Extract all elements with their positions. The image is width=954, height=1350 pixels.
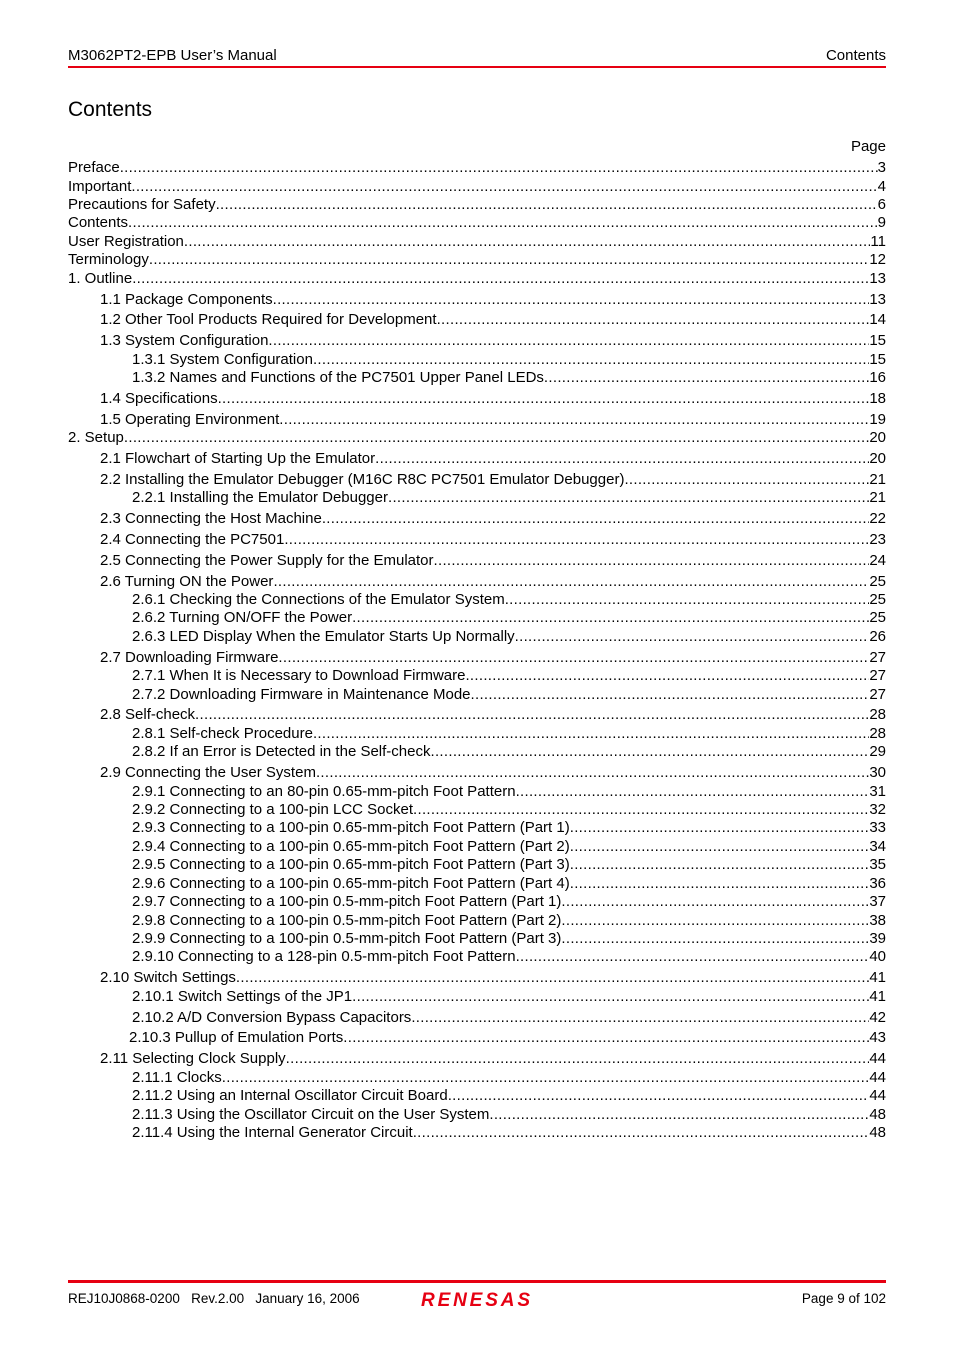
dot-leader <box>284 531 869 548</box>
toc-entry-title: 2.9.2 Connecting to a 100-pin LCC Socket <box>132 801 414 818</box>
toc-entry-title: 2.9.6 Connecting to a 100-pin 0.65-mm-pitch Foot Pattern (Part 4) <box>132 875 570 892</box>
toc-entry-page: 29 <box>869 743 886 760</box>
dot-leader <box>236 969 869 986</box>
dot-leader <box>313 725 869 742</box>
toc-entry-title: 2.4 Connecting the PC7501 <box>100 531 285 548</box>
toc-entry[interactable] <box>132 1069 886 1086</box>
toc-entry-page: 41 <box>869 969 886 986</box>
toc-entry-title: Important <box>68 178 132 195</box>
toc-entry-title: 1.3 System Configuration <box>100 332 269 349</box>
toc-entry[interactable] <box>132 893 886 910</box>
toc-entry-title: 2.9.1 Connecting to an 80-pin 0.65-mm-pitch Foot Pattern <box>132 783 516 800</box>
toc-entry[interactable] <box>132 667 886 684</box>
toc-entry-title: 2.10 Switch Settings <box>100 969 236 986</box>
dot-leader <box>505 591 870 608</box>
toc-entry-title: 2.7.2 Downloading Firmware in Maintenance Mode <box>132 686 471 703</box>
toc-entry[interactable] <box>68 178 886 195</box>
toc-entry[interactable] <box>132 930 886 947</box>
dot-leader <box>273 573 869 590</box>
toc-entry[interactable] <box>100 649 886 666</box>
toc-entry-page: 40 <box>869 948 886 965</box>
toc-entry[interactable] <box>132 489 886 506</box>
toc-entry-page: 30 <box>869 764 886 781</box>
toc-entry-title: 2.9 Connecting the User System <box>100 764 316 781</box>
toc-entry-page: 42 <box>869 1009 886 1026</box>
toc-entry[interactable] <box>132 912 886 929</box>
dot-leader <box>286 1050 870 1067</box>
toc-entry[interactable] <box>132 819 886 836</box>
toc-entry-title: 2.1 Flowchart of Starting Up the Emulator <box>100 450 376 467</box>
toc-entry-title: 1.3.2 Names and Functions of the PC7501 Upper Panel LEDs <box>132 369 544 386</box>
dot-leader <box>489 1106 869 1123</box>
toc-entry[interactable] <box>68 270 886 287</box>
dot-leader <box>149 251 869 268</box>
toc-entry[interactable] <box>100 450 886 467</box>
toc-entry-page: 15 <box>869 332 886 349</box>
toc-entry-title: 1.4 Specifications <box>100 390 218 407</box>
dot-leader <box>516 783 870 800</box>
toc-entry[interactable] <box>132 591 886 608</box>
dot-leader <box>437 311 870 328</box>
toc-entry-page: 11 <box>870 233 886 250</box>
toc-entry[interactable] <box>100 573 886 590</box>
dot-leader <box>131 178 877 195</box>
dot-leader <box>430 743 869 760</box>
dot-leader <box>413 1124 870 1141</box>
toc-entry-page: 3 <box>877 159 886 176</box>
toc-entry-page: 26 <box>869 628 886 645</box>
toc-entry-page: 41 <box>869 988 886 1005</box>
toc-entry-title: 2.11.4 Using the Internal Generator Circuit <box>132 1124 413 1141</box>
toc-entry-title: 1.1 Package Components <box>100 291 273 308</box>
toc-entry-page: 32 <box>869 801 886 818</box>
toc-entry-title: 2.7 Downloading Firmware <box>100 649 279 666</box>
toc-entry[interactable] <box>68 429 886 446</box>
dot-leader <box>570 856 870 873</box>
toc-entry-page: 44 <box>869 1069 886 1086</box>
toc-entry-title: 2.11.3 Using the Oscillator Circuit on the User System <box>132 1106 490 1123</box>
dot-leader <box>195 706 869 723</box>
toc-entry[interactable] <box>100 291 886 308</box>
dot-leader <box>343 1029 869 1046</box>
toc-entry-title: 2.10.2 A/D Conversion Bypass Capacitors <box>132 1009 412 1026</box>
toc-entry[interactable] <box>100 510 886 527</box>
dot-leader <box>515 628 870 645</box>
toc-entry-title: 2.6 Turning ON the Power <box>100 573 274 590</box>
toc-entry-title: 2.11.2 Using an Internal Oscillator Circuit Board <box>132 1087 448 1104</box>
renesas-logo <box>421 1288 533 1310</box>
toc-entry-title: User Registration <box>68 233 184 250</box>
toc-entry-page: 39 <box>869 930 886 947</box>
toc-entry[interactable] <box>132 838 886 855</box>
footer-rule <box>68 1280 886 1283</box>
toc-entry-page: 27 <box>869 649 886 666</box>
toc-entry[interactable] <box>132 988 886 1005</box>
toc-entry-title: Terminology <box>68 251 149 268</box>
dot-leader <box>465 667 869 684</box>
toc-entry-title: 2.8.1 Self-check Procedure <box>132 725 313 742</box>
toc-entry[interactable] <box>132 609 886 626</box>
toc-entry[interactable] <box>129 1029 886 1046</box>
page-column-label: Page <box>850 138 886 155</box>
toc-entry-title: 2.7.1 When It is Necessary to Download Firmware <box>132 667 466 684</box>
toc-entry[interactable] <box>132 351 886 368</box>
dot-leader <box>222 1069 870 1086</box>
toc-entry-page: 34 <box>869 838 886 855</box>
toc-entry-page: 38 <box>869 912 886 929</box>
toc-entry-title: 2.8.2 If an Error is Detected in the Self-check <box>132 743 431 760</box>
toc-entry-page: 48 <box>869 1124 886 1141</box>
toc-entry-page: 20 <box>869 429 886 446</box>
dot-leader <box>279 411 869 428</box>
toc-entry-page: 19 <box>869 411 886 428</box>
dot-leader <box>313 351 869 368</box>
toc-entry-page: 25 <box>869 573 886 590</box>
toc-entry[interactable] <box>132 1009 886 1026</box>
toc-entry-page: 14 <box>869 311 886 328</box>
toc-entry-page: 9 <box>877 214 886 231</box>
toc-entry-title: 2.11 Selecting Clock Supply <box>100 1050 286 1067</box>
toc-entry-page: 15 <box>869 351 886 368</box>
toc-entry-title: 2.6.1 Checking the Connections of the Emulator System <box>132 591 505 608</box>
dot-leader <box>624 471 869 488</box>
toc-entry[interactable] <box>100 706 886 723</box>
toc-entry-title: Contents <box>68 214 129 231</box>
toc-entry-title: Precautions for Safety <box>68 196 216 213</box>
toc-entry[interactable] <box>68 251 886 268</box>
document-id: REJ10J0868-0200 Rev.2.00 January 16, 2006 <box>68 1291 360 1306</box>
toc-entry-page: 27 <box>869 667 886 684</box>
toc-entry-title: 2.9.3 Connecting to a 100-pin 0.65-mm-pitch Foot Pattern (Part 1) <box>132 819 570 836</box>
toc-entry-page: 44 <box>869 1050 886 1067</box>
toc-entry[interactable] <box>100 969 886 986</box>
toc-entry-title: 2.3 Connecting the Host Machine <box>100 510 322 527</box>
toc-entry[interactable] <box>100 332 886 349</box>
toc-entry-title: 2.10.1 Switch Settings of the JP1 <box>132 988 353 1005</box>
toc-entry[interactable] <box>132 686 886 703</box>
dot-leader <box>388 489 869 506</box>
toc-entry-page: 18 <box>869 390 886 407</box>
toc-entry-title: 2.9.8 Connecting to a 100-pin 0.5-mm-pitch Foot Pattern (Part 2) <box>132 912 562 929</box>
toc-entry-page: 4 <box>877 178 886 195</box>
toc-entry[interactable] <box>100 764 886 781</box>
dot-leader <box>413 801 869 818</box>
toc-entry-title: 1.5 Operating Environment <box>100 411 280 428</box>
toc-entry-page: 6 <box>877 196 886 213</box>
toc-entry-page: 27 <box>869 686 886 703</box>
toc-entry-page: 25 <box>869 609 886 626</box>
dot-leader <box>471 686 870 703</box>
toc-entry-page: 48 <box>869 1106 886 1123</box>
dot-leader <box>124 429 869 446</box>
toc-entry-title: 2.9.9 Connecting to a 100-pin 0.5-mm-pitch Foot Pattern (Part 3) <box>132 930 562 947</box>
dot-leader <box>128 214 878 231</box>
dot-leader <box>411 1009 869 1026</box>
dot-leader <box>434 552 870 569</box>
toc-entry-page: 24 <box>869 552 886 569</box>
dot-leader <box>184 233 871 250</box>
toc-entry-page: 36 <box>869 875 886 892</box>
dot-leader <box>561 912 869 929</box>
toc-entry[interactable] <box>132 1124 886 1141</box>
toc-entry-page: 33 <box>869 819 886 836</box>
toc-entry-title: 2.5 Connecting the Power Supply for the Emulator <box>100 552 434 569</box>
dot-leader <box>570 819 870 836</box>
toc-entry-page: 23 <box>869 531 886 548</box>
toc-entry[interactable] <box>132 801 886 818</box>
toc-entry[interactable] <box>100 411 886 428</box>
toc-entry[interactable] <box>100 471 886 488</box>
toc-entry-page: 44 <box>869 1087 886 1104</box>
toc-entry-page: 21 <box>869 489 886 506</box>
toc-entry-page: 25 <box>869 591 886 608</box>
toc-entry-title: 2.6.2 Turning ON/OFF the Power <box>132 609 353 626</box>
toc-entry-page: 21 <box>869 471 886 488</box>
toc-entry-title: 2.9.10 Connecting to a 128-pin 0.5-mm-pitch Foot Pattern <box>132 948 516 965</box>
dot-leader <box>561 930 869 947</box>
toc-entry[interactable] <box>132 1106 886 1123</box>
toc-entry[interactable] <box>100 531 886 548</box>
toc-entry-title: 2. Setup <box>68 429 124 446</box>
dot-leader <box>120 159 878 176</box>
toc-entry[interactable] <box>68 214 886 231</box>
toc-entry[interactable] <box>100 1050 886 1067</box>
toc-entry-page: 37 <box>869 893 886 910</box>
toc-entry-title: 2.10.3 Pullup of Emulation Ports <box>129 1029 344 1046</box>
dot-leader <box>561 893 869 910</box>
toc-entry-page: 28 <box>869 725 886 742</box>
toc-entry-title: 2.9.4 Connecting to a 100-pin 0.65-mm-pitch Foot Pattern (Part 2) <box>132 838 570 855</box>
toc-entry[interactable] <box>68 196 886 213</box>
toc-entry-page: 12 <box>869 251 886 268</box>
toc-entry[interactable] <box>100 552 886 569</box>
toc-entry[interactable] <box>68 159 886 176</box>
dot-leader <box>218 390 870 407</box>
toc-entry-title: 2.2 Installing the Emulator Debugger (M16C R8C PC7501 Emulator Debugger) <box>100 471 625 488</box>
toc-entry[interactable] <box>132 856 886 873</box>
toc-entry[interactable] <box>68 233 886 250</box>
toc-entry-page: 28 <box>869 706 886 723</box>
toc-entry-title: 2.9.7 Connecting to a 100-pin 0.5-mm-pitch Foot Pattern (Part 1) <box>132 893 562 910</box>
dot-leader <box>544 369 869 386</box>
dot-leader <box>278 649 869 666</box>
toc-entry-title: 2.9.5 Connecting to a 100-pin 0.65-mm-pitch Foot Pattern (Part 3) <box>132 856 570 873</box>
dot-leader <box>448 1087 870 1104</box>
toc-entry[interactable] <box>100 311 886 328</box>
toc-entry-title: 2.11.1 Clocks <box>132 1069 222 1086</box>
dot-leader <box>316 764 869 781</box>
toc-entry-title: 1. Outline <box>68 270 133 287</box>
toc-entry-title: Preface <box>68 159 120 176</box>
toc-entry[interactable] <box>132 743 886 760</box>
toc-entry-page: 35 <box>869 856 886 873</box>
dot-leader <box>570 838 870 855</box>
toc-entry-page: 13 <box>869 270 886 287</box>
logo-text: RENESAS <box>421 1290 531 1310</box>
toc-entry[interactable] <box>100 390 886 407</box>
dot-leader <box>273 291 870 308</box>
toc-entry[interactable] <box>132 783 886 800</box>
toc-entry-page: 13 <box>869 291 886 308</box>
dot-leader <box>352 988 869 1005</box>
dot-leader <box>216 196 878 213</box>
toc-entry-page: 20 <box>869 450 886 467</box>
toc-entry[interactable] <box>132 628 886 645</box>
dot-leader <box>352 609 869 626</box>
dot-leader <box>516 948 870 965</box>
dot-leader <box>132 270 869 287</box>
toc-entry[interactable] <box>132 948 886 965</box>
toc-entry-page: 31 <box>869 783 886 800</box>
manual-title: M3062PT2-EPB User’s Manual <box>68 47 277 64</box>
toc-entry[interactable] <box>132 875 886 892</box>
section-name: Contents <box>825 47 886 64</box>
toc-entry-title: 2.2.1 Installing the Emulator Debugger <box>132 489 388 506</box>
toc-entry-page: 16 <box>869 369 886 386</box>
toc-entry[interactable] <box>132 725 886 742</box>
page-number: Page 9 of 102 <box>801 1291 886 1306</box>
toc-entry-title: 2.6.3 LED Display When the Emulator Starts Up Normally <box>132 628 515 645</box>
toc-entry-page: 22 <box>869 510 886 527</box>
toc-entry-title: 1.3.1 System Configuration <box>132 351 313 368</box>
dot-leader <box>268 332 869 349</box>
toc-entry[interactable] <box>132 1087 886 1104</box>
toc-entry-title: 1.2 Other Tool Products Required for Development <box>100 311 437 328</box>
dot-leader <box>322 510 870 527</box>
dot-leader <box>570 875 870 892</box>
dot-leader <box>375 450 869 467</box>
toc-entry-title: 2.8 Self-check <box>100 706 196 723</box>
page-title: Contents <box>68 98 153 121</box>
toc-entry-page: 43 <box>869 1029 886 1046</box>
toc-entry[interactable] <box>132 369 886 386</box>
